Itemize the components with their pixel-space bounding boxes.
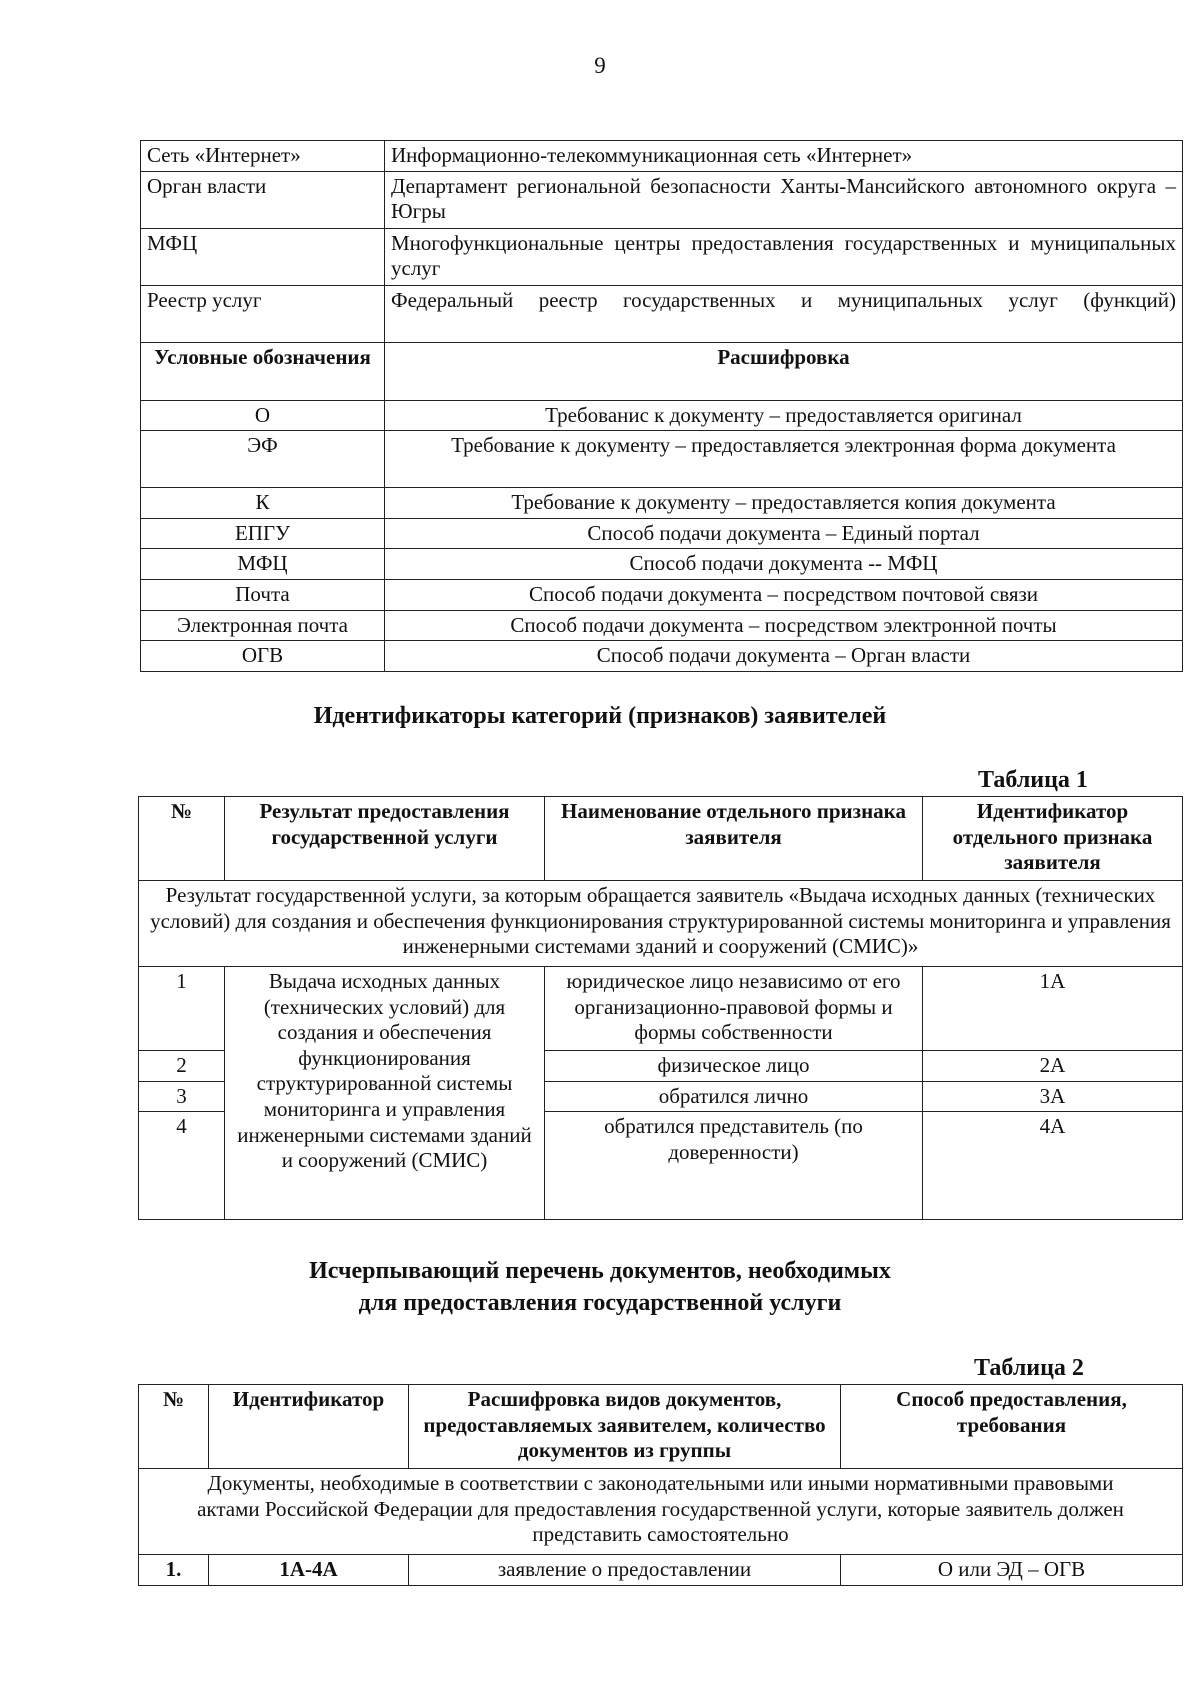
legend-meaning: Способ подачи документа – Единый портал xyxy=(385,518,1183,549)
table-1-caption: Таблица 1 xyxy=(978,767,1088,793)
table-header-row xyxy=(139,797,1183,881)
table-1-header-num: № xyxy=(139,797,225,881)
legend-meaning: Способ подачи документа – посредством электронной почты xyxy=(385,610,1183,641)
legend-header-symbol: Условные обозначения xyxy=(141,342,385,400)
abbr-term: Орган власти xyxy=(141,171,385,228)
page-number: 9 xyxy=(594,53,606,78)
table-row xyxy=(139,1555,1183,1586)
section-title-documents xyxy=(0,1255,1200,1320)
table-1-id: 1А xyxy=(923,967,1183,1051)
table-row xyxy=(141,141,1183,172)
table-row xyxy=(141,228,1183,285)
table-1-header-id: Идентификатор отдельного признака заявителя xyxy=(923,797,1183,881)
table-1-num: 3 xyxy=(139,1081,225,1112)
section-title-line: для предоставления государственной услуги xyxy=(358,1290,842,1317)
table-1-id: 2А xyxy=(923,1051,1183,1082)
table-row xyxy=(141,488,1183,519)
table-row xyxy=(141,285,1183,342)
legend-symbol: ОГВ xyxy=(141,641,385,672)
table-row xyxy=(141,610,1183,641)
table-2 xyxy=(138,1384,1183,1586)
table-row xyxy=(141,171,1183,228)
table-1-result: Выдача исходных данных (технических условий) для создания и обеспечения функционирования структурированной системы мониторинга и управления инженерными системами зданий и сооружений (СМИС) xyxy=(225,967,545,1220)
legend-meaning: Требование к документу – предоставляется электронная форма документа xyxy=(385,431,1183,488)
table-2-header-identifier: Идентификатор xyxy=(209,1385,409,1469)
table-1-group-text: Результат государственной услуги, за которым обращается заявитель «Выдача исходных данных (технических условий) для создания и обеспечения функционирования структурированной системы мониторинга и управления инженерными системами зданий и сооружений (СМИС)» xyxy=(139,881,1183,967)
table-1-feature: обратился представитель (по доверенности) xyxy=(545,1112,923,1220)
table-row xyxy=(141,431,1183,488)
table-1-header-result: Результат предоставления государственной услуги xyxy=(225,797,545,881)
legend-meaning: Требованис к документу – предоставляется оригинал xyxy=(385,400,1183,431)
table-2-num: 1. xyxy=(139,1555,209,1586)
legend-meaning: Способ подачи документа – Орган власти xyxy=(385,641,1183,672)
table-row xyxy=(141,518,1183,549)
table-2-header-method: Способ предоставления, требования xyxy=(841,1385,1183,1469)
legend-meaning: Требование к документу – предоставляется копия документа xyxy=(385,488,1183,519)
table-1-num: 2 xyxy=(139,1051,225,1082)
table-1-header-feature: Наименование отдельного признака заявителя xyxy=(545,797,923,881)
abbr-term: МФЦ xyxy=(141,228,385,285)
abbr-definition: Информационно-телекоммуникационная сеть «Интернет» xyxy=(385,141,1183,172)
table-row xyxy=(139,967,1183,1051)
table-1-num: 4 xyxy=(139,1112,225,1220)
legend-symbol: ЭФ xyxy=(141,431,385,488)
abbr-term: Реестр услуг xyxy=(141,285,385,342)
table-1-feature: юридическое лицо независимо от его организационно-правовой формы и формы собственности xyxy=(545,967,923,1051)
table-2-header-description: Расшифровка видов документов, предоставляемых заявителем, количество документов из группы xyxy=(409,1385,841,1469)
legend-meaning: Способ подачи документа -- МФЦ xyxy=(385,549,1183,580)
table-header-row xyxy=(141,342,1183,400)
table-1-num: 1 xyxy=(139,967,225,1051)
table-1-feature: обратился лично xyxy=(545,1081,923,1112)
table-2-caption: Таблица 2 xyxy=(974,1355,1084,1381)
table-2-identifier: 1А-4А xyxy=(209,1555,409,1586)
legend-symbol: Электронная почта xyxy=(141,610,385,641)
table-row xyxy=(141,641,1183,672)
legend-header-meaning: Расшифровка xyxy=(385,342,1183,400)
table-1-id: 4А xyxy=(923,1112,1183,1220)
table-group-row xyxy=(139,1469,1183,1555)
table-2-description: заявление о предоставлении xyxy=(409,1555,841,1586)
legend-symbol: МФЦ xyxy=(141,549,385,580)
legend-symbol: ЕПГУ xyxy=(141,518,385,549)
table-2-method: О или ЭД – ОГВ xyxy=(841,1555,1183,1586)
abbr-definition: Федеральный реестр государственных и муниципальных услуг (функций) xyxy=(385,285,1183,342)
table-2-header-num: № xyxy=(139,1385,209,1469)
table-1 xyxy=(138,796,1183,1220)
table-header-row xyxy=(139,1385,1183,1469)
table-1-id: 3А xyxy=(923,1081,1183,1112)
table-group-row xyxy=(139,881,1183,967)
abbr-definition: Многофункциональные центры предоставления государственных и муниципальных услуг xyxy=(385,228,1183,285)
legend-meaning: Способ подачи документа – посредством почтовой связи xyxy=(385,580,1183,611)
legend-symbol: О xyxy=(141,400,385,431)
table-row xyxy=(141,400,1183,431)
table-2-group-text: Документы, необходимые в соответствии с законодательными или иными нормативными правовыми актами Российской Федерации для предоставления государственной услуги, которые заявитель должен представить самостоятельно xyxy=(139,1469,1183,1555)
legend-symbol: К xyxy=(141,488,385,519)
abbreviations-table xyxy=(140,140,1183,672)
table-row xyxy=(141,549,1183,580)
section-title-line: Исчерпывающий перечень документов, необходимых xyxy=(309,1258,891,1284)
table-row xyxy=(141,580,1183,611)
legend-symbol: Почта xyxy=(141,580,385,611)
abbr-definition: Департамент региональной безопасности Ханты-Мансийского автономного округа – Югры xyxy=(385,171,1183,228)
abbr-term: Сеть «Интернет» xyxy=(141,141,385,172)
section-title-applicant-categories: Идентификаторы категорий (признаков) заявителей xyxy=(313,703,887,729)
table-1-feature: физическое лицо xyxy=(545,1051,923,1082)
